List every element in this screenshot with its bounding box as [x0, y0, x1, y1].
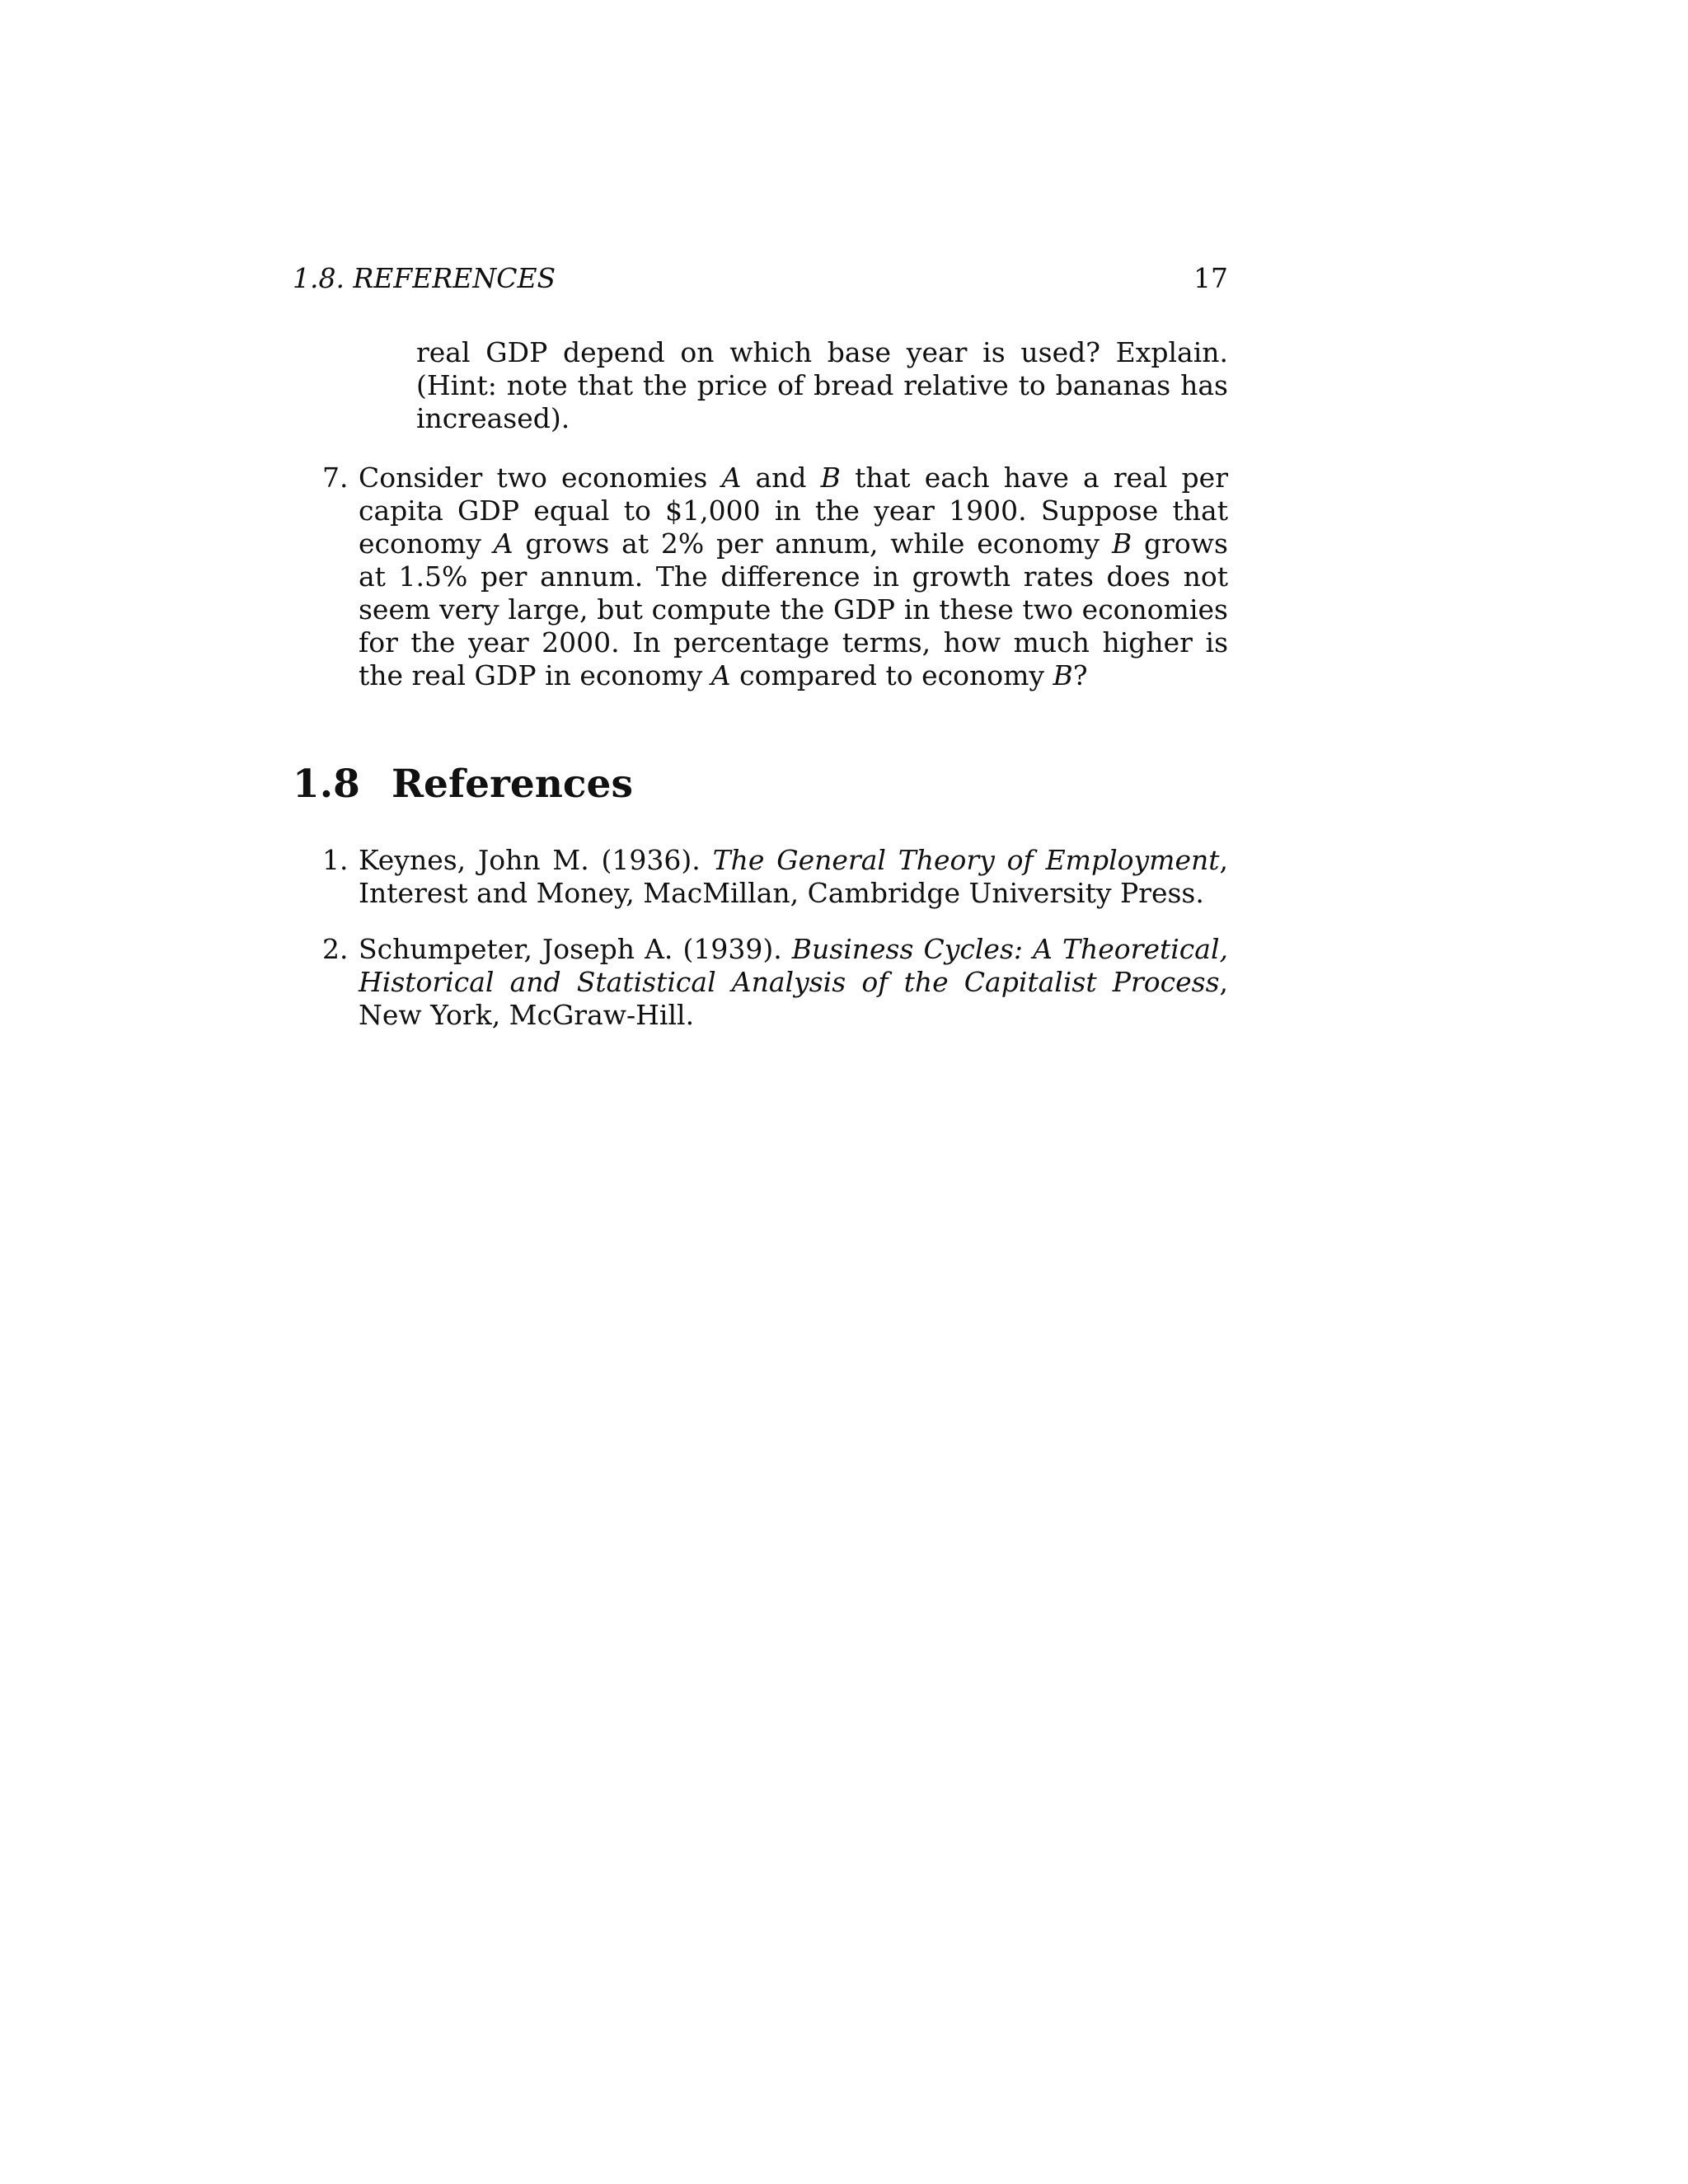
question-7-number: 7.: [322, 462, 349, 494]
section-heading: [293, 760, 1228, 809]
question-7-text: Consider two economies A and B that each have a real per capita GDP equal to $1,000 in the year 1900. Suppose that economy A grows at 2% per annum, while economy B grows at 1.5% per annum. The difference in growth rates does not seem very large, but compute the GDP in these two economies for the year 2000. In percentage terms, how much higher is the real GDP in economy A compared to economy B?: [359, 462, 1228, 691]
page: [293, 262, 1228, 1032]
reference-number: 2.: [322, 933, 349, 965]
section-number: 1.8: [293, 762, 360, 807]
reference-text: Schumpeter, Joseph A. (1939). Business Cycles: A Theoretical, Historical and Statistical Analysis of the Capitalist Process, New York, McGraw-Hill.: [359, 933, 1228, 1031]
running-head: [293, 262, 1228, 300]
reference-item: [293, 844, 1228, 910]
reference-text: Keynes, John M. (1936). The General Theory of Employment, Interest and Money, MacMillan, Cambridge University Press.: [359, 844, 1228, 909]
section-title: References: [392, 762, 633, 807]
running-title: 1.8. REFERENCES: [293, 262, 556, 294]
reference-list: [293, 844, 1228, 1032]
reference-item: [293, 933, 1228, 1032]
question-6-continuation: real GDP depend on which base year is used? Explain. (Hint: note that the price of bread relative to bananas has increased).: [416, 336, 1228, 434]
page-number: 17: [1193, 262, 1228, 294]
reference-number: 1.: [322, 844, 349, 876]
question-7: [293, 462, 1228, 692]
